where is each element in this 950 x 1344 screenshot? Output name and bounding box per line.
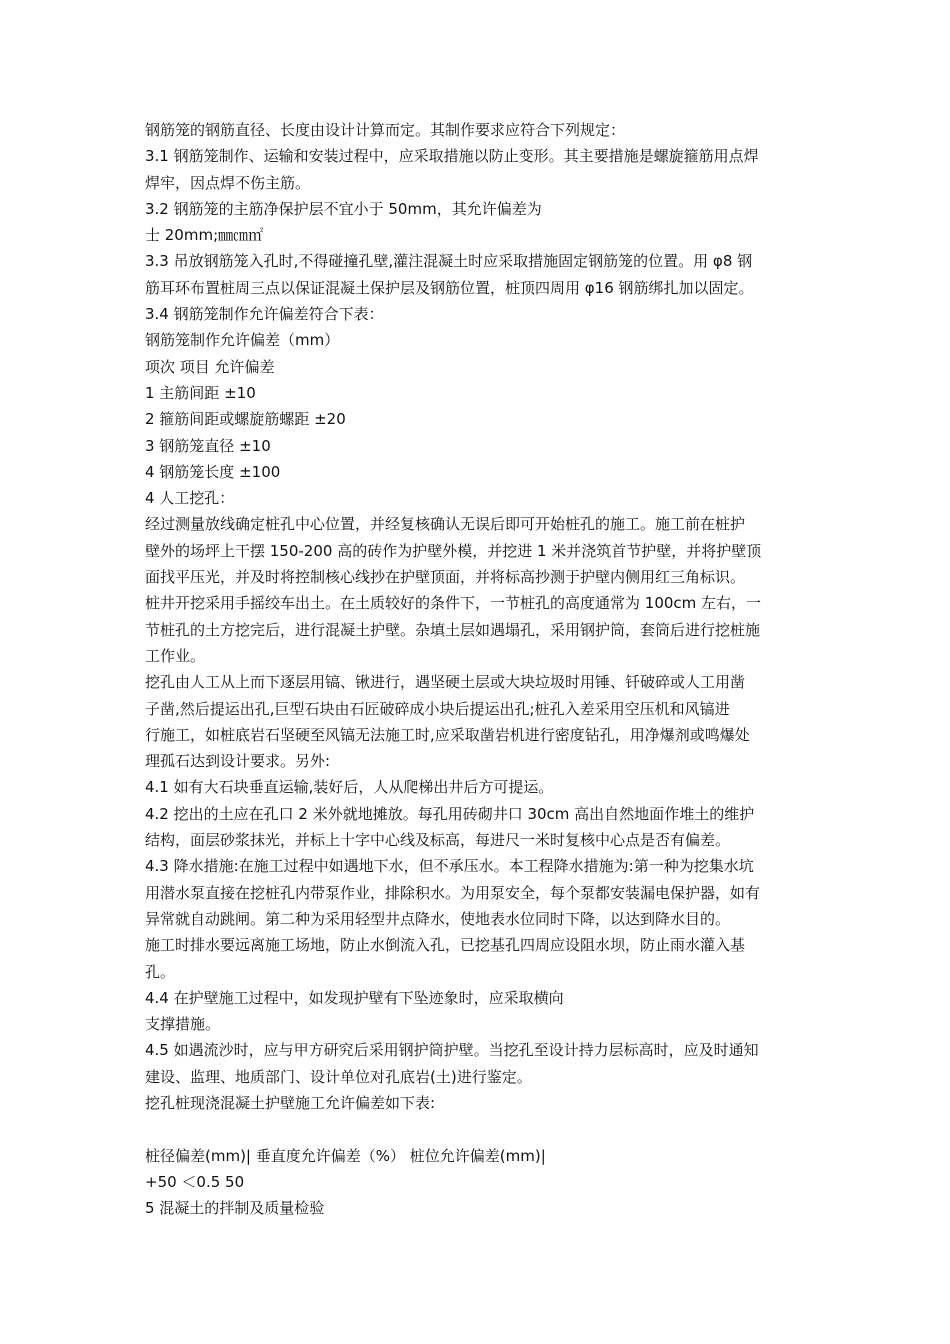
- blank-line: [145, 1116, 810, 1142]
- text-line: 士 20mm;㎜㎝㎡: [145, 226, 264, 245]
- text-line: 4.3 降水措施:在施工过程中如遇地下水，但不承压水。本工程降水措施为:第一种为挖集水坑: [145, 857, 754, 876]
- text-line: 施工时排水要远离施工场地，防止水倒流入孔，已挖基孔四周应设阻水坝，防止雨水灌入基: [145, 936, 746, 955]
- text-line: 孔。: [145, 962, 176, 981]
- text-line: 3.1 钢筋笼制作、运输和安装过程中，应采取措施以防止变形。其主要措施是螺旋箍筋用点焊: [145, 147, 759, 166]
- text-line: 子凿,然后提运出孔,巨型石块由石匠破碎成小块后提运出孔;桩孔入差采用空压机和风镐进: [145, 699, 730, 718]
- text-line: 用潜水泵直接在挖桩孔内带泵作业，排除积水。为用泵安全，每个泵都安装漏电保护器，如有: [145, 883, 761, 902]
- text-line: 结构，面层砂浆抹光，并标上十字中心线及标高，每进尺一米时复核中心点是否有偏差。: [145, 831, 731, 850]
- text-line: 3.2 钢筋笼的主筋净保护层不宜小于 50mm，其允许偏差为: [145, 199, 542, 218]
- table-row: 2 箍筋间距或螺旋筋螺距 ±20: [145, 410, 346, 429]
- text-line: 异常就自动跳闸。第二种为采用轻型井点降水，使地表水位同时下降，以达到降水目的。: [145, 909, 731, 928]
- table-caption: 钢筋笼制作允许偏差（mm）: [145, 331, 340, 350]
- text-line: 挖孔桩现浇混凝土护壁施工允许偏差如下表:: [145, 1093, 436, 1112]
- text-line: 支撑措施。: [145, 1015, 221, 1034]
- table-header-row: 项次 项目 允许偏差: [145, 357, 275, 376]
- text-line: 3.4 钢筋笼制作允许偏差符合下表：: [145, 305, 384, 324]
- text-line: 桩井开挖采用手摇绞车出土。在土质较好的条件下，一节桩孔的高度通常为 100cm 左右，一: [145, 594, 762, 613]
- text-line: 行施工，如桩底岩石坚硬至风镐无法施工时,应采取凿岩机进行密度钻孔，用净爆剂或鸣爆处: [145, 725, 750, 744]
- text-line: 4.4 在护壁施工过程中，如发现护壁有下坠迹象时，应采取横向: [145, 988, 564, 1007]
- text-line: 4.2 挖出的土应在孔口 2 米外就地摊放。每孔用砖砌井口 30cm 高出自然地面作堆土的维护: [145, 804, 755, 823]
- text-line: 理孤石达到设计要求。另外:: [145, 752, 331, 771]
- text-line: 壁外的场坪上干摆 150-200 高的砖作为护壁外模，并挖进 1 米并浇筑首节护壁，并将护壁顶: [145, 541, 762, 560]
- table-row: 1 主筋间距 ±10: [145, 383, 256, 402]
- text-line: 建设、监理、地质部门、设计单位对孔底岩(土)进行鉴定。: [145, 1067, 532, 1086]
- text-line: 4.1 如有大石块垂直运输,装好后，人从爬梯出井后方可提运。: [145, 778, 554, 797]
- table-row: 3 钢筋笼直径 ±10: [145, 436, 271, 455]
- document-body: [145, 117, 810, 1221]
- text-line: 筋耳环布置桩周三点以保证混凝土保护层及钢筋位置，桩顶四周用 φ16 钢筋绑扎加以固定。: [145, 278, 754, 297]
- section-heading: 5 混凝土的拌制及质量检验: [145, 1199, 325, 1218]
- table-header-row: 桩径偏差(mm)| 垂直度允许偏差（%） 桩位允许偏差(mm)|: [145, 1146, 546, 1165]
- table-row: 4 钢筋笼长度 ±100: [145, 462, 281, 481]
- text-line: 4.5 如遇流沙时，应与甲方研究后采用钢护筒护壁。当挖孔至设计持力层标高时，应及时通知: [145, 1041, 759, 1060]
- table-row: +50 ＜0.5 50: [145, 1172, 245, 1191]
- text-line: 面找平压光，并及时将控制核心线抄在护壁顶面，并将标高抄测于护壁内侧用红三角标识。: [145, 568, 746, 587]
- text-line: 焊牢，因点焊不伤主筋。: [145, 173, 311, 192]
- text-line: 钢筋笼的钢筋直径、长度由设计计算而定。其制作要求应符合下列规定：: [145, 121, 626, 139]
- text-line: 工作业。: [145, 646, 206, 665]
- text-line: 3.3 吊放钢筋笼入孔时,不得碰撞孔壁,灌注混凝土时应采取措施固定钢筋笼的位置。用 φ8 钢: [145, 252, 753, 271]
- section-heading: 4 人工挖孔：: [145, 489, 235, 508]
- text-line: 节桩孔的土方挖完后，进行混凝土护壁。杂填土层如遇塌孔，采用钢护筒，套筒后进行挖桩施: [145, 620, 761, 639]
- text-line: 挖孔由人工从上而下逐层用镐、锹进行，遇坚硬土层或大块垃圾时用锤、钎破碎或人工用凿: [145, 673, 746, 692]
- text-line: 经过测量放线确定桩孔中心位置，并经复核确认无误后即可开始桩孔的施工。施工前在桩护: [145, 515, 746, 534]
